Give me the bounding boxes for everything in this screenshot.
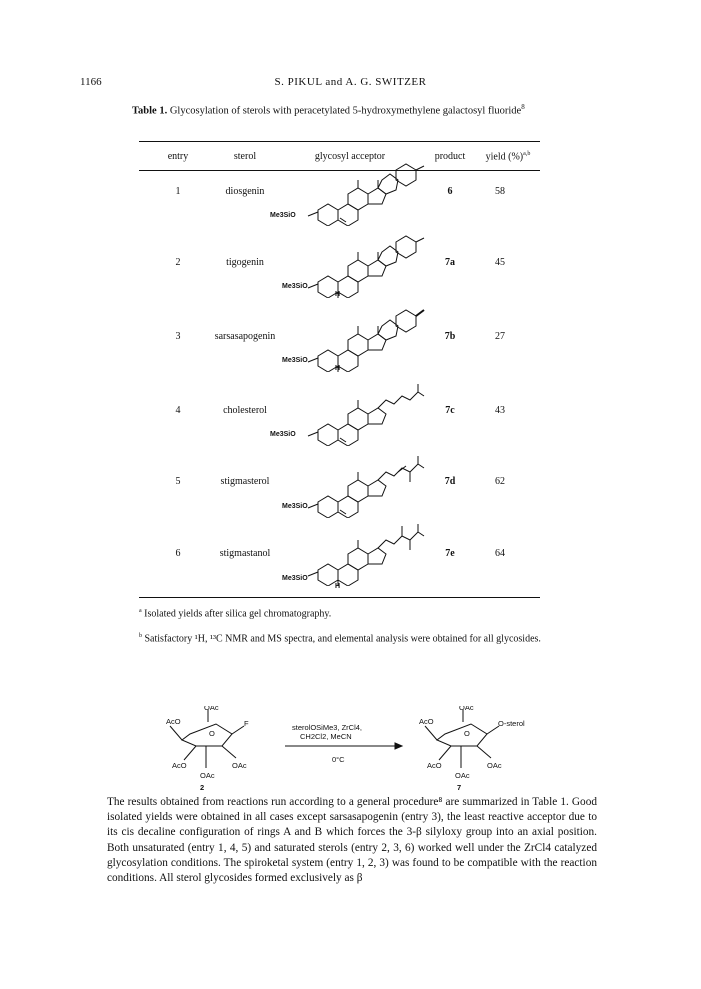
running-head: S. PIKUL and A. G. SWITZER: [274, 76, 427, 88]
row-4-yield: 43: [495, 405, 505, 416]
row-2-entry: 2: [175, 257, 181, 268]
row-1-product: 6: [447, 186, 453, 197]
row-6-sterol: stigmastanol: [219, 548, 271, 559]
footnote-a: $^a$ Isolated yields after silica gel chromatography.: [139, 608, 332, 620]
product-oac-bottom: OAc: [455, 771, 470, 780]
table-caption-text: Glycosylation of sterols with peracetylated 5-hydroxymethylene galactosyl fluoride: [169, 105, 522, 117]
table-caption-ref: 8: [521, 103, 525, 111]
row-6-entry: 6: [175, 548, 181, 559]
start-oac-bottom: OAc: [200, 771, 215, 780]
start-ring-oxygen: O: [209, 729, 215, 738]
product-substituent: O-sterol: [498, 719, 525, 728]
row-3-entry: 3: [175, 331, 181, 342]
page-number: 1166: [80, 76, 102, 88]
row-1-yield: 58: [495, 186, 505, 197]
row-2-yield: 45: [495, 257, 505, 268]
row-1-acceptor-label: Me3SiO: [270, 212, 296, 219]
col-header-acceptor: glycosyl acceptor: [314, 151, 386, 162]
col-header-product: product: [434, 151, 466, 162]
row-2-acceptor-label: Me3SiO: [282, 283, 308, 290]
row-5-product: 7d: [444, 476, 456, 487]
start-aco-left: AcO: [166, 717, 181, 726]
row-2-sterol: tigogenin: [226, 257, 264, 268]
start-aco-bottom: AcO: [172, 761, 187, 770]
reaction-scheme: [160, 706, 560, 796]
row-6-acceptor-label: Me3SiO: [282, 575, 308, 582]
row-1-entry: 1: [175, 186, 181, 197]
col-header-entry: entry: [167, 151, 189, 162]
footnote-b: $^b$ Satisfactory ¹H, ¹³C NMR and MS spectra, and elemental analysis were obtained for all glycosides.: [139, 633, 541, 645]
row-3-yield: 27: [495, 331, 505, 342]
row-3-acceptor-label: Me3SiO: [282, 357, 308, 364]
row-5-sterol: stigmasterol: [220, 476, 270, 487]
row-1-structure-diagram: [278, 160, 428, 226]
row-1-sterol: diosgenin: [225, 186, 265, 197]
row-3-product: 7b: [444, 331, 456, 342]
table-top-rule: [139, 141, 540, 142]
table-caption: [132, 103, 525, 117]
start-oac-right: OAc: [232, 761, 247, 770]
row-4-structure-diagram: [278, 380, 428, 446]
product-oac-top: OAc: [459, 706, 474, 712]
row-3-sterol: sarsasapogenin: [214, 331, 276, 342]
row-3-h-atom: H: [335, 365, 341, 372]
table-bottom-rule: [139, 597, 540, 598]
row-5-yield: 62: [495, 476, 505, 487]
yield-footnote-marks: a,b: [523, 151, 531, 157]
row-5-acceptor-label: Me3SiO: [282, 503, 308, 510]
start-substituent: F: [244, 719, 249, 728]
table-caption-label: Table 1.: [132, 105, 168, 117]
reagents-line-1: sterolOSiMe3, ZrCl4,: [292, 723, 363, 732]
row-4-entry: 4: [175, 405, 181, 416]
row-6-h-atom: H: [335, 583, 341, 590]
row-6-yield: 64: [495, 548, 505, 559]
start-oac-top: OAc: [204, 706, 219, 712]
product-aco-left: AcO: [419, 717, 434, 726]
start-compound-label: 2: [200, 783, 205, 792]
product-compound-label: 7: [457, 783, 462, 792]
row-2-product: 7a: [445, 257, 455, 268]
row-6-product: 7e: [445, 548, 455, 559]
col-header-sterol: sterol: [233, 151, 257, 162]
row-5-entry: 5: [175, 476, 181, 487]
col-header-yield: yield (%)$^{a,b}$: [485, 151, 531, 163]
product-aco-bottom: AcO: [427, 761, 442, 770]
reagents-line-2: CH2Cl2, MeCN: [300, 732, 352, 741]
body-paragraph: The results obtained from reactions run according to a general procedure⁸ are summarized in Table 1. Good isolated yields were obtained in all cases except sarsasapogenin (entry 3), the least reactive acceptor due to its cis decaline configuration of rings A and B which forces the 3-β silyloxy group into an axial position. Both unsaturated (entry 1, 4, 5) and saturated sterols (entry 2, 3, 6) worked well under the ZrCl4 catalyzed glycosylation conditions. The spiroketal system (entry 1, 2, 3) was found to be compatible with the reaction conditions. All sterol glycosides formed exclusively as β: [107, 796, 597, 885]
row-4-product: 7c: [445, 405, 455, 416]
start-pyranose-ring: [182, 724, 232, 746]
product-oac-right: OAc: [487, 761, 502, 770]
row-2-h-atom: H: [335, 291, 341, 298]
product-ring-oxygen: O: [464, 729, 470, 738]
row-4-acceptor-label: Me3SiO: [270, 431, 296, 438]
reaction-conditions: 0°C: [332, 755, 345, 764]
product-pyranose-ring: [437, 724, 487, 746]
row-4-sterol: cholesterol: [223, 405, 267, 416]
